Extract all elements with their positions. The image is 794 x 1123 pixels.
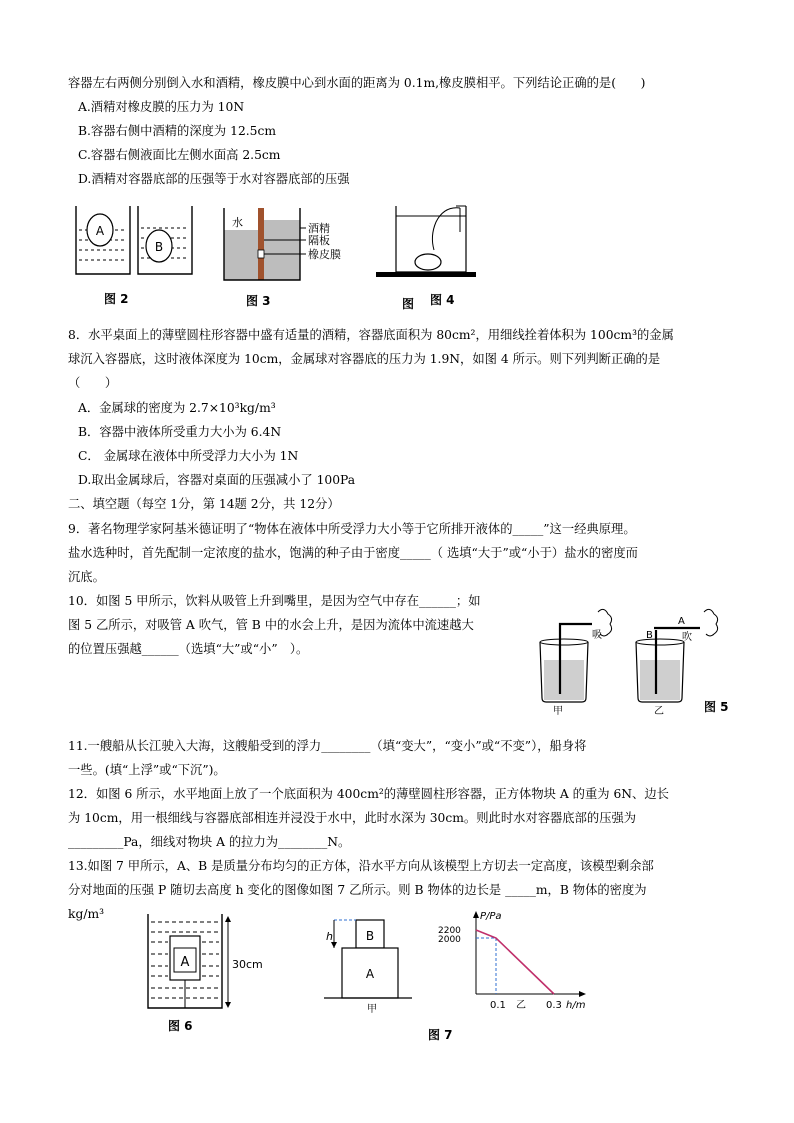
fig6-depth-label: 30cm [232, 958, 263, 971]
fig2-caption: 图 2 [104, 292, 129, 306]
q10-line2: 图 5 乙所示，对吸管 A 吹气，管 B 中的水会上升，是因为流体中流速越大 [68, 618, 474, 632]
fig7-x-tick-0.1: 0.1 [490, 1000, 506, 1011]
fig3-water-label: 水 [232, 216, 243, 229]
q12-line3: _________Pa，细线对物块 A 的拉力为________N。 [68, 835, 351, 849]
q11-line2: 一些。(填“上浮”或“下沉”)。 [68, 763, 226, 777]
section-2-heading: 二、填空题（每空 1分，第 14题 2分，共 12分） [68, 497, 340, 511]
fig6-block-label: A [180, 955, 190, 970]
fig5-blow-label: 吹 [682, 632, 692, 643]
fig7-yi-label: 乙 [516, 1000, 526, 1011]
fig2-ball-b-label: B [154, 240, 164, 254]
fig7-block-b-label: B [365, 929, 375, 943]
q12-line2: 为 10cm，用一根细线与容器底部相连并浸没于水中，此时水深为 30cm。则此时水对容器底部的压强为 [68, 811, 637, 825]
fig7-h-label: h [326, 930, 333, 943]
q9-line1: 9．著名物理学家阿基米德证明了“物体在液体中所受浮力大小等于它所排开液体的_____”这一经典原理。 [68, 522, 636, 536]
fig3-membrane-label: 橡皮膜 [308, 248, 341, 261]
fig6-caption: 图 6 [168, 1019, 193, 1033]
fig3-alcohol-label: 酒精 [308, 222, 330, 235]
fig4-caption-prefix: 图 [402, 297, 415, 311]
q7-stem: 容器左右两侧分别倒入水和酒精，橡皮膜中心到水面的距离为 0.1m,橡皮膜相平。下列结论正确的是( ) [68, 76, 646, 90]
fig7-pressure-line [476, 930, 554, 994]
figure-3 [220, 206, 368, 286]
q8-option-a: A．金属球的密度为 2.7×10³kg/m³ [78, 401, 276, 415]
q8-option-c: C． 金属球在液体中所受浮力大小为 1N [78, 449, 299, 463]
fig5-yi-label: 乙 [654, 706, 664, 717]
q11-line1: 11.一艘船从长江驶入大海，这艘船受到的浮力________（填“变大”，“变小”或“不变”），船身将 [68, 739, 587, 753]
figure-5 [528, 602, 732, 714]
fig7-y-tick-2200: 2200 [438, 926, 461, 936]
fig3-caption: 图 3 [246, 294, 271, 308]
q10-line3: 的位置压强越______（选填“大”或“小” ）。 [68, 642, 309, 656]
fig2-ball-a-label: A [95, 224, 105, 238]
q13-line3: kg/m³ [68, 907, 105, 921]
q7-option-d: D.酒精对容器底部的压强等于水对容器底部的压强 [78, 172, 350, 186]
q8-stem-line3: （ ） [68, 376, 118, 390]
fig5-jia-label: 甲 [553, 706, 563, 717]
q7-option-b: B.容器右侧中酒精的深度为 12.5cm [78, 124, 277, 138]
fig5-tube-b-label: B [646, 630, 653, 641]
q8-stem-line1: 8．水平桌面上的薄壁圆柱形容器中盛有适量的酒精，容器底面积为 80cm²，用细线拴着体积为 100cm³的金属 [68, 328, 674, 342]
figure-2 [74, 204, 200, 284]
fig5-tube-a-label: A [678, 616, 685, 627]
fig7-y-tick-2000: 2000 [438, 935, 461, 945]
fig3-partition-label: 隔板 [308, 234, 330, 247]
q9-line2: 盐水选种时，首先配制一定浓度的盐水，饱满的种子由于密度_____（ 选填“大于”或“小于）盐水的密度而 [68, 546, 638, 560]
q7-option-a: A.酒精对橡皮膜的压力为 10N [78, 100, 245, 114]
fig7-jia-label: 甲 [367, 1004, 377, 1014]
q13-line2: 分对地面的压强 P 随切去高度 h 变化的图像如图 7 乙所示。则 B 物体的边长是 _____m，B 物体的密度为 [68, 883, 647, 897]
fig5-suck-label: 吸 [592, 630, 602, 641]
fig5-caption: 图 5 [704, 700, 729, 714]
figure-6 [144, 910, 272, 1018]
fig4-caption: 图 4 [430, 293, 455, 307]
q8-option-d: D.取出金属球后，容器对桌面的压强减小了 100Pa [78, 473, 356, 487]
fig7-x-tick-0.3: 0.3 [546, 1000, 562, 1011]
fig7-block-a-label: A [365, 967, 375, 981]
fig7-y-axis-label: P/Pa [480, 911, 502, 922]
q10-line1: 10．如图 5 甲所示，饮料从吸管上升到嘴里，是因为空气中存在______；如 [68, 594, 481, 608]
q8-option-b: B．容器中液体所受重力大小为 6.4N [78, 425, 282, 439]
q7-option-c: C.容器右侧液面比左侧水面高 2.5cm [78, 148, 281, 162]
q13-line1: 13.如图 7 甲所示，A、B 是质量分布均匀的正方体，沿水平方向从该模型上方切去一定高度，该模型剩余部 [68, 859, 654, 873]
q8-stem-line2: 球沉入容器底，这时液体深度为 10cm，金属球对容器底的压力为 1.9N，如图 4 所示。则下列判断正确的是 [68, 352, 661, 366]
figure-4 [374, 202, 482, 282]
q12-line1: 12．如图 6 所示，水平地面上放了一个底面积为 400cm²的薄壁圆柱形容器，正方体物块 A 的重为 6N、边长 [68, 787, 669, 801]
fig7-caption: 图 7 [428, 1028, 453, 1042]
figure-7-graph [436, 908, 592, 1012]
q9-line3: 沉底。 [68, 570, 105, 584]
figure-7-jia [320, 916, 414, 1014]
fig7-x-axis-label: h/m [566, 1000, 586, 1011]
